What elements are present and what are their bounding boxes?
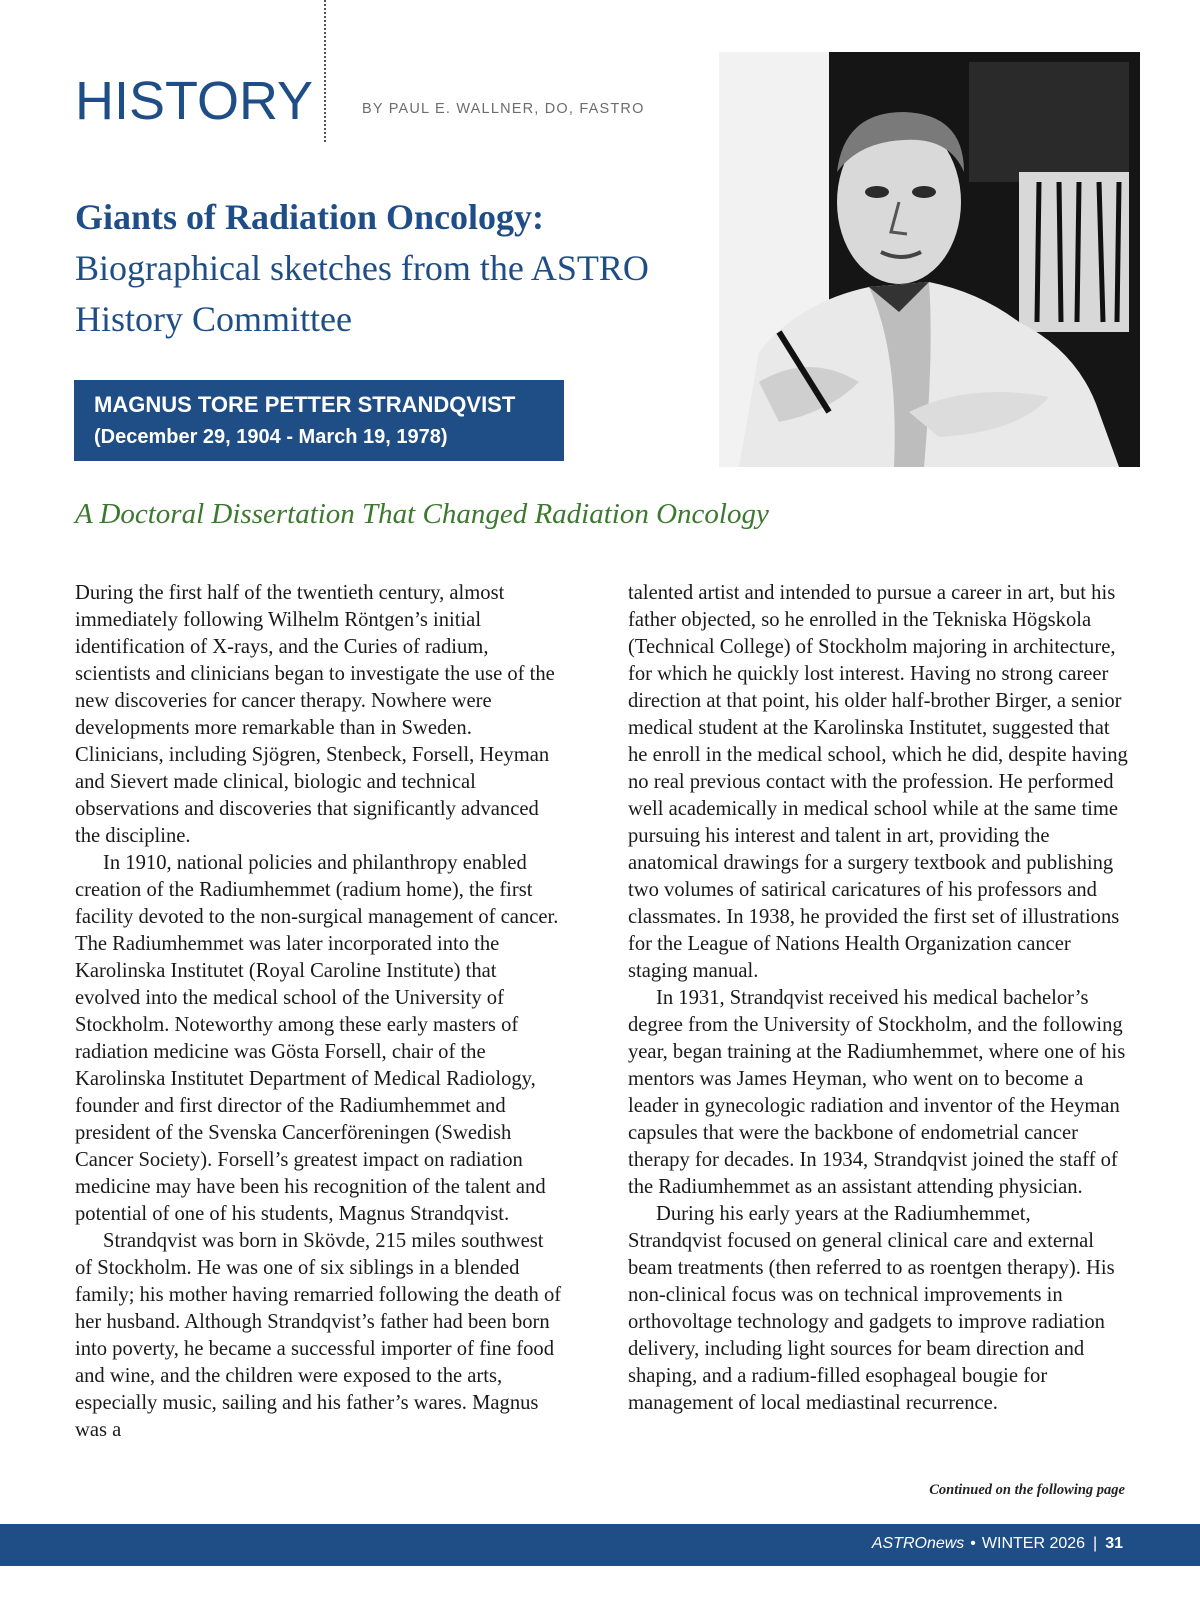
series-title	[75, 192, 695, 345]
paragraph: In 1931, Strandqvist received his medical bachelor’s degree from the University of Stockholm, and the following year, began training at the Radiumhemmet, where one of his mentors was James Heyman, who went on to become a leader in gynecologic radiation and inventor of the Heyman capsules that were the backbone of endometrial cancer therapy for decades. In 1934, Strandqvist joined the staff of the Radiumhemmet as an assistant attending physician.	[628, 987, 1126, 1198]
footer-separator: •	[970, 1535, 976, 1552]
footer-divider: |	[1093, 1535, 1098, 1552]
section-label: HISTORY	[75, 71, 314, 131]
page-number: 31	[1105, 1535, 1123, 1552]
article-title: A Doctoral Dissertation That Changed Radiation Oncology	[75, 498, 769, 530]
subject-name: MAGNUS TORE PETTER STRANDQVIST	[94, 392, 516, 417]
byline: BY PAUL E. WALLNER, DO, FASTRO	[362, 101, 645, 117]
paragraph: In 1910, national policies and philanthropy enabled creation of the Radiumhemmet (radium home), the first facility devoted to the non-surgical management of cancer. The Radiumhemmet was later incorporated into the Karolinska Institutet (Royal Caroline Institute) that evolved into the medical school of the University of Stockholm. Noteworthy among these early masters of radiation medicine was Gösta Forsell, chair of the Karolinska Institutet Department of Medical Radiology, founder and first director of the Radiumhemmet and president of the Svenska Cancerföreningen (Swedish Cancer Society). Forsell’s greatest impact on radiation medicine may have been his recognition of the talent and potential of one of his students, Magnus Strandqvist.	[75, 852, 559, 1225]
paragraph: talented artist and intended to pursue a career in art, but his father objected, so he enrolled in the Tekniska Högskola (Technical College) of Stockholm majoring in architecture, for which he quickly lost interest. Having no strong career direction at that point, his older half-brother Birger, a senior medical student at the Karolinska Institutet, suggested that he enroll in the medical school, which he did, despite having no real previous contact with the profession. He performed well academically in medical school while at the same time pursuing his interest and talent in art, providing the anatomical drawings for a surgery textbook and publishing two volumes of satirical caricatures of his professors and classmates. In 1938, he provided the first set of illustrations for the League of Nations Health Organization cancer staging manual.	[628, 582, 1128, 982]
article-column-left	[75, 580, 565, 1444]
paragraph: During the first half of the twentieth century, almost immediately following Wilhelm Röntgen’s initial identification of X-rays, and the Curies of radium, scientists and clinicians began to investigate the use of the new discoveries for cancer therapy. Nowhere were developments more remarkable than in Sweden. Clinicians, including Sjögren, Stenbeck, Forsell, Heyman and Sievert made clinical, biologic and technical observations and discoveries that significantly advanced the discipline.	[75, 582, 555, 847]
footer-info	[872, 1535, 1123, 1553]
continued-note: Continued on the following page	[929, 1482, 1125, 1498]
paragraph: During his early years at the Radiumhemmet, Strandqvist focused on general clinical care and external beam treatments (then referred to as roentgen therapy). His non-clinical focus was on technical improvements in orthovoltage technology and gadgets to improve radiation delivery, including light sources for beam direction and shaping, and a radium-filled esophageal bougie for management of local mediastinal recurrence.	[628, 1203, 1115, 1414]
subject-dates: (December 29, 1904 - March 19, 1978)	[94, 426, 448, 448]
footer-publication: ASTROnews	[871, 1535, 965, 1552]
footer-bar	[0, 1524, 1200, 1566]
series-title-bold: Giants of Radiation Oncology:	[75, 197, 545, 237]
article-column-right	[628, 580, 1128, 1417]
paragraph: Strandqvist was born in Skövde, 215 miles southwest of Stockholm. He was one of six siblings in a blended family; his mother having remarried following the death of her husband. Although Strandqvist’s father had been born into poverty, he became a successful importer of fine food and wine, and the children were exposed to the arts, especially music, sailing and his father’s wares. Magnus was a	[75, 1230, 562, 1441]
header-divider	[324, 0, 326, 142]
portrait-photo	[719, 52, 1140, 467]
footer-issue: WINTER 2026	[981, 1535, 1086, 1552]
series-title-subtitle: Biographical sketches from the ASTRO History Committee	[75, 248, 649, 339]
subject-name-box	[74, 380, 564, 461]
